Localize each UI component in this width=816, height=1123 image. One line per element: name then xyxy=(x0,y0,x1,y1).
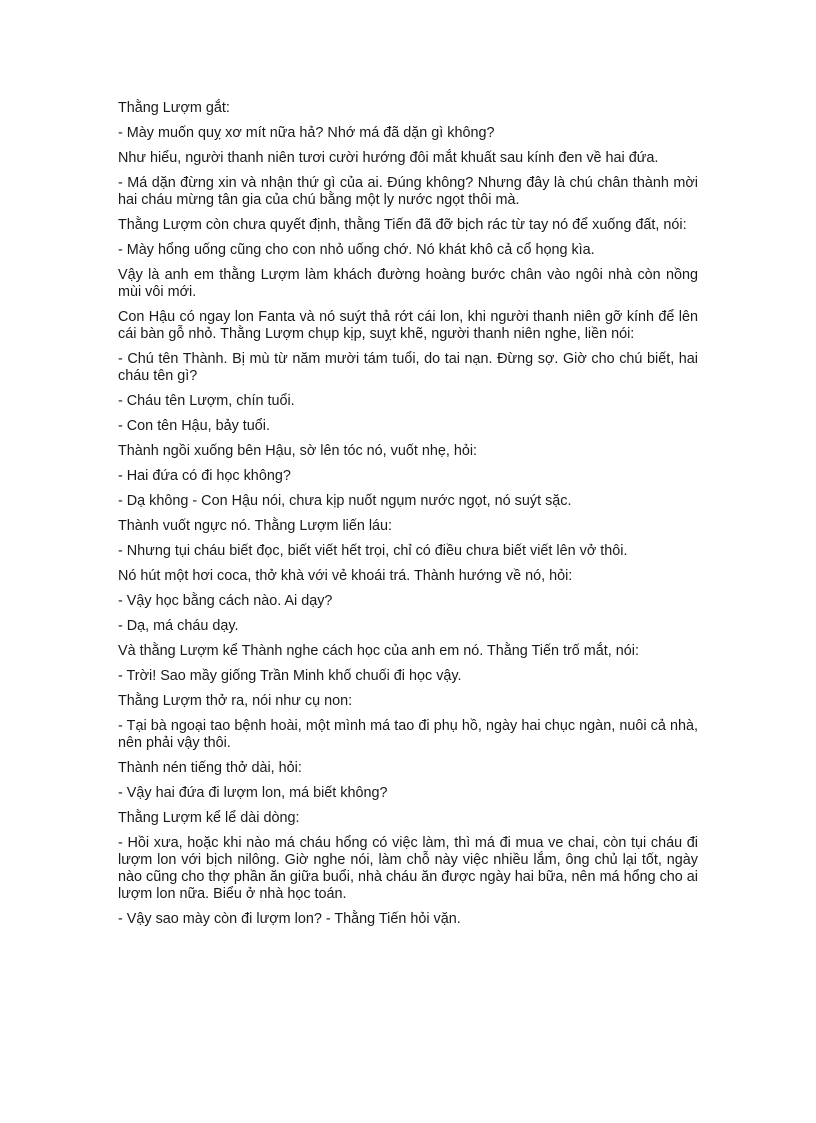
paragraph: - Dạ, má cháu dạy. xyxy=(118,618,239,634)
paragraph: Thằng Lượm còn chưa quyết định, thằng Tiến đã đỡ bịch rác từ tay nó để xuống đất, nói: xyxy=(118,217,687,233)
paragraph: Thằng Lượm thở ra, nói như cụ non: xyxy=(118,693,353,709)
paragraph: - Nhưng tụi cháu biết đọc, biết viết hết trọi, chỉ có điều chưa biết viết lên vở thôi. xyxy=(118,543,628,559)
paragraph: - Hai đứa có đi học không? xyxy=(118,468,291,484)
paragraph: - Dạ không - Con Hậu nói, chưa kịp nuốt ngụm nước ngọt, nó suýt sặc. xyxy=(118,493,572,509)
paragraph: - Mày hổng uống cũng cho con nhỏ uống chớ. Nó khát khô cả cổ họng kìa. xyxy=(118,242,595,258)
paragraph: - Má dặn đừng xin và nhận thứ gì của ai. Đúng không? Nhưng đây là chú chân thành mời hai cháu mừng tân gia của chú bằng một ly nước ngọt thôi mà. xyxy=(118,175,698,208)
paragraph: Thành ngồi xuống bên Hậu, sờ lên tóc nó, vuốt nhẹ, hỏi: xyxy=(118,443,478,459)
paragraph: - Vậy hai đứa đi lượm lon, má biết không? xyxy=(118,785,388,801)
paragraph: - Tại bà ngoại tao bệnh hoài, một mình má tao đi phụ hồ, ngày hai chục ngàn, nuôi cả nhà, nên phải vậy thôi. xyxy=(118,718,698,751)
story-text xyxy=(118,100,698,936)
paragraph: - Vậy học bằng cách nào. Ai dạy? xyxy=(118,593,333,609)
paragraph: Con Hậu có ngay lon Fanta và nó suýt thả rớt cái lon, khi người thanh niên gỡ kính để lên cái bàn gỗ nhỏ. Thằng Lượm chụp kịp, suỵt khẽ, người thanh niên nghe, liền nói: xyxy=(118,309,698,342)
paragraph: Nó hút một hơi coca, thở khà với vẻ khoái trá. Thành hướng về nó, hỏi: xyxy=(118,568,573,584)
paragraph: - Trời! Sao mầy giống Trần Minh khố chuối đi học vậy. xyxy=(118,668,462,684)
paragraph: Vậy là anh em thằng Lượm làm khách đường hoàng bước chân vào ngôi nhà còn nồng mùi vôi mới. xyxy=(118,267,698,300)
paragraph: Thằng Lượm gắt: xyxy=(118,100,230,116)
paragraph: Thành vuốt ngực nó. Thằng Lượm liến láu: xyxy=(118,518,393,534)
paragraph: Thằng Lượm kể lể dài dòng: xyxy=(118,810,300,826)
paragraph: Và thằng Lượm kể Thành nghe cách học của anh em nó. Thằng Tiến trố mắt, nói: xyxy=(118,643,639,659)
paragraph: - Chú tên Thành. Bị mù từ năm mười tám tuổi, do tai nạn. Đừng sợ. Giờ cho chú biết, hai cháu tên gì? xyxy=(118,351,698,384)
paragraph: - Hồi xưa, hoặc khi nào má cháu hổng có việc làm, thì má đi mua ve chai, còn tụi cháu đi lượm lon với bịch nilông. Giờ nghe nói, làm chỗ này việc nhiều lắm, ông chủ lại tốt, ngày nào cũng cho thợ phần ăn giữa buổi, nhà cháu ăn được ngày hai bữa, nên má hổng cho ai lượm lon nữa. Biểu ở nhà học toán. xyxy=(118,835,698,902)
paragraph: - Cháu tên Lượm, chín tuổi. xyxy=(118,393,295,409)
paragraph: - Mày muốn quỵ xơ mít nữa hả? Nhớ má đã dặn gì không? xyxy=(118,125,495,141)
paragraph: - Vậy sao mày còn đi lượm lon? - Thằng Tiến hỏi vặn. xyxy=(118,911,461,927)
paragraph: Như hiểu, người thanh niên tươi cười hướng đôi mắt khuất sau kính đen về hai đứa. xyxy=(118,150,659,166)
paragraph: - Con tên Hậu, bảy tuổi. xyxy=(118,418,270,434)
paragraph: Thành nén tiếng thở dài, hỏi: xyxy=(118,760,302,776)
